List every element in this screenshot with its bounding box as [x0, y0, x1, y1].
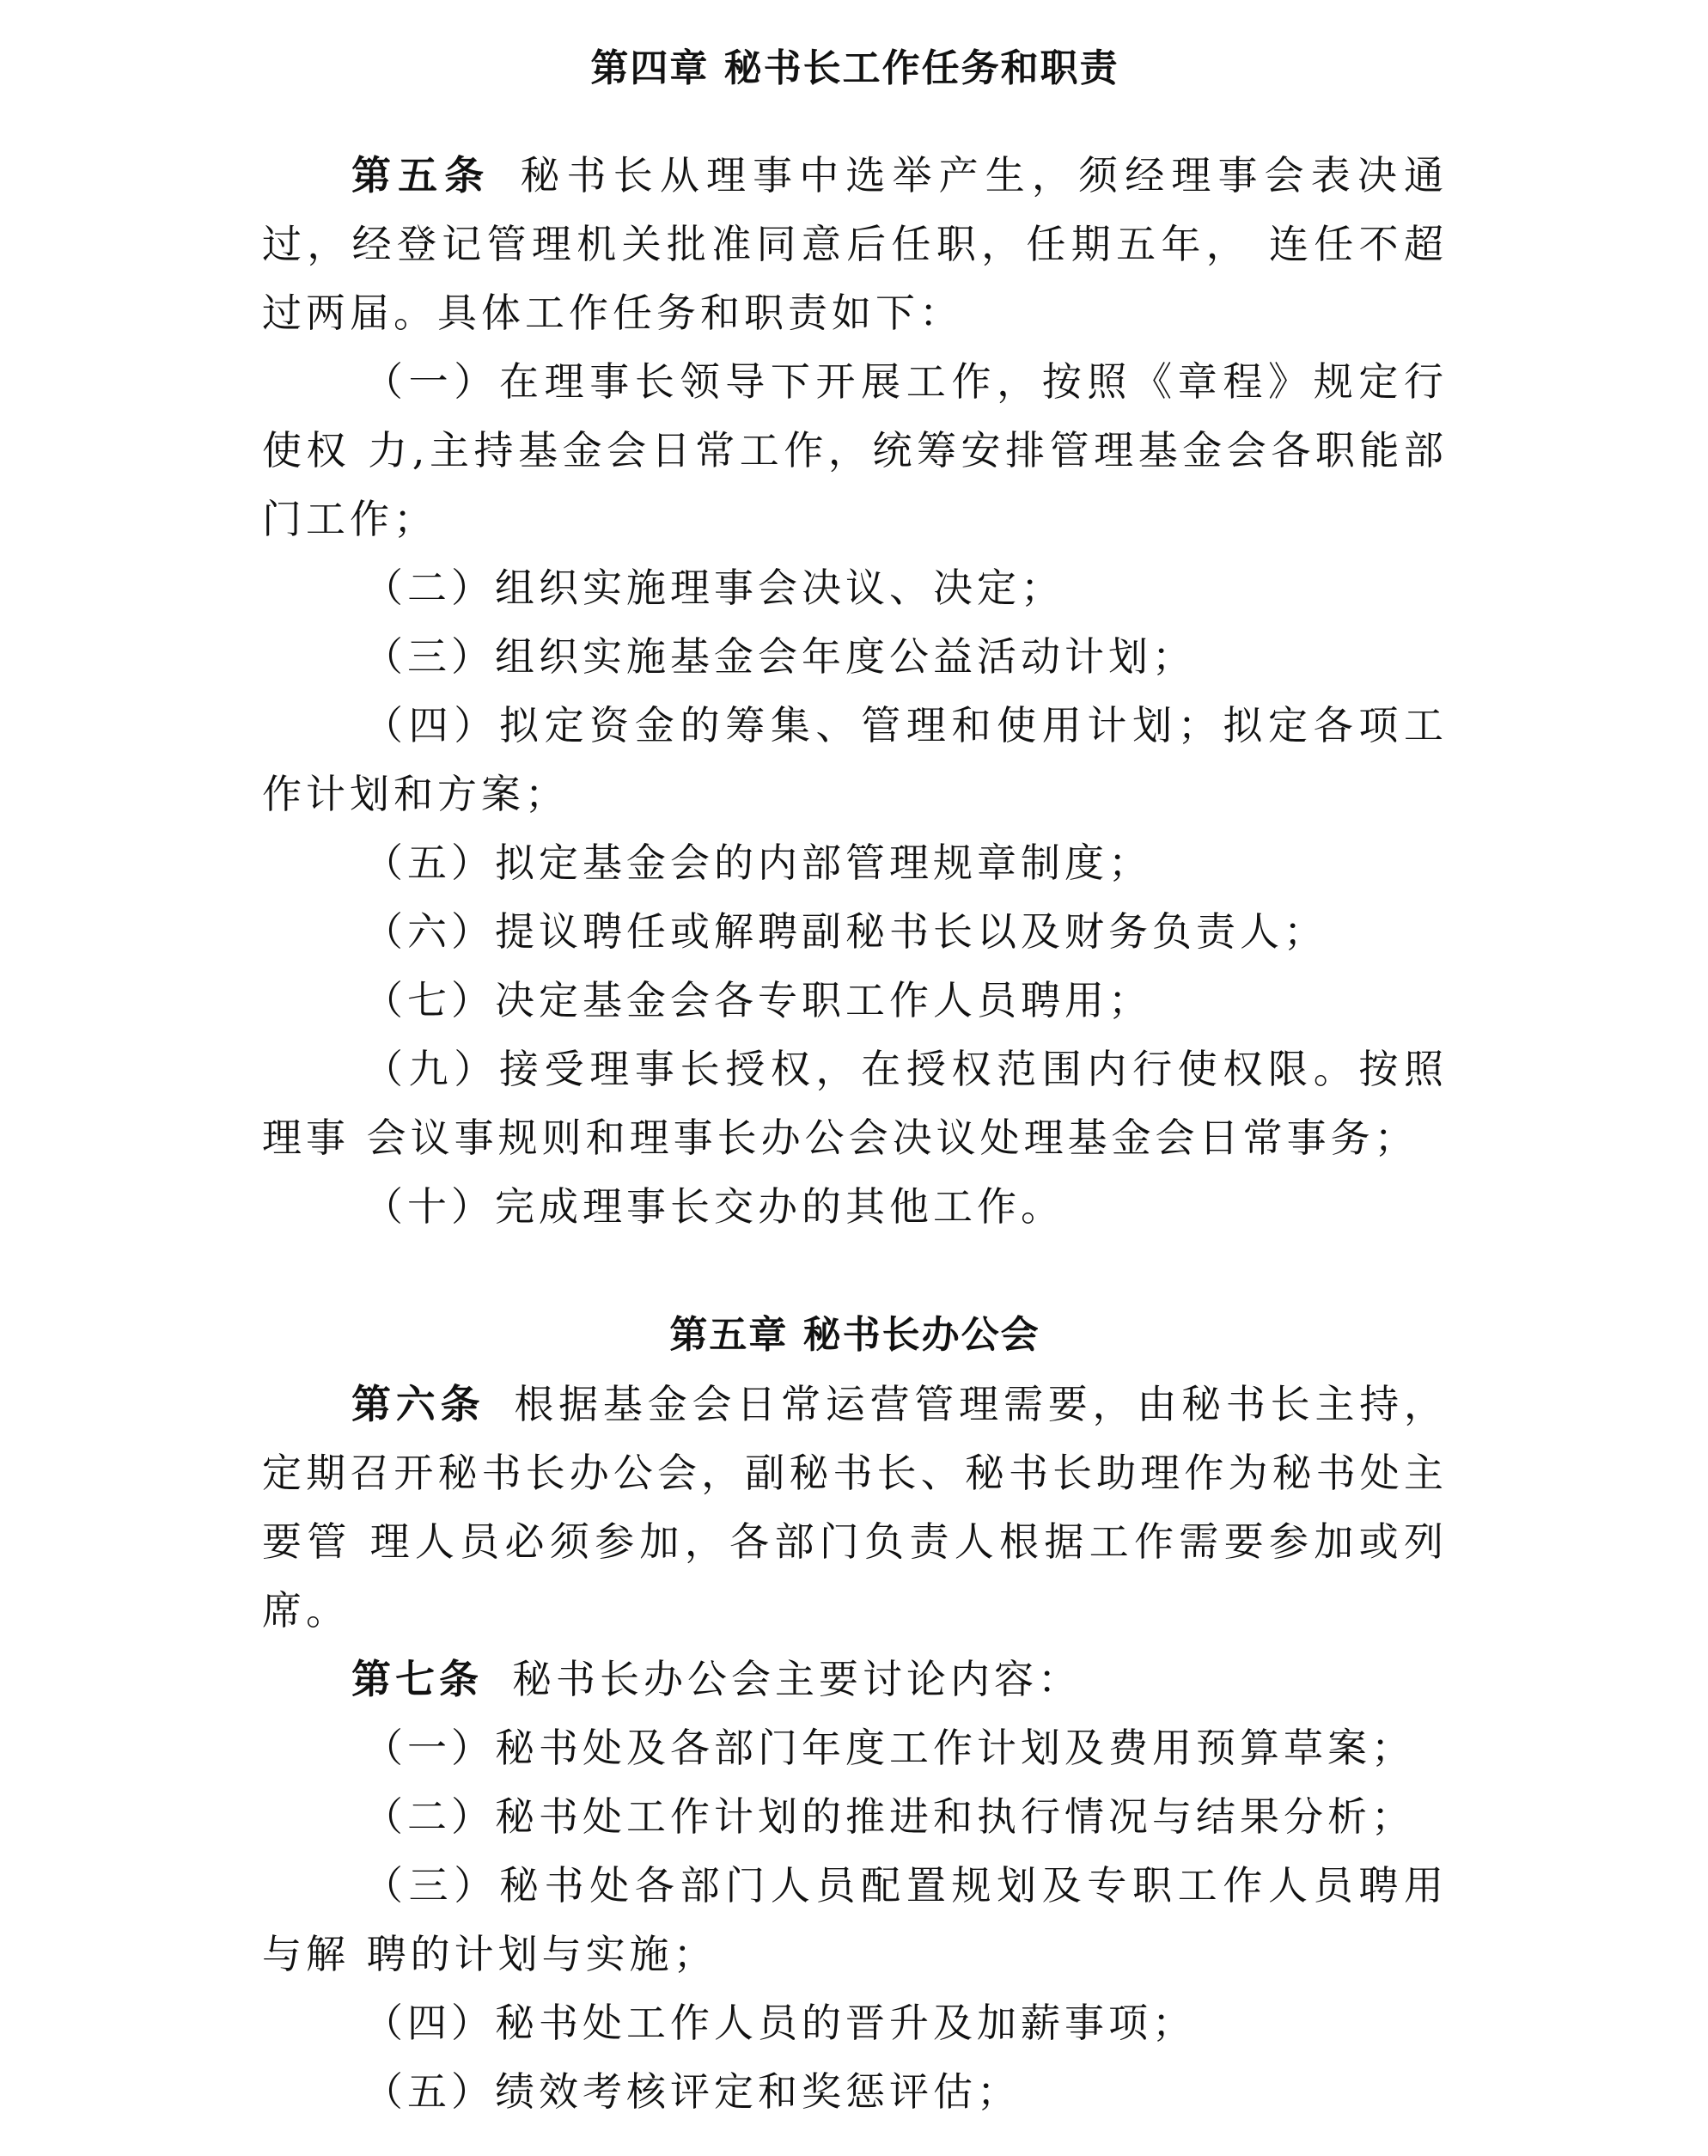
ch5-item-2: （二）秘书处工作计划的推进和执行情况与结果分析； — [363, 1793, 1415, 1840]
article-7 — [262, 1645, 1448, 1713]
ch5-item-4: （四）秘书处工作人员的晋升及加薪事项； — [363, 2000, 1196, 2046]
article-5-number: 第五条 — [351, 152, 491, 198]
ch4-item-7: （七）决定基金会各专职工作人员聘用； — [363, 977, 1152, 1023]
article-7-number: 第七条 — [351, 1656, 483, 1702]
article-6-text: 根据基金会日常运营管理需要，由秘书长主持，定期召开秘书长办公会，副秘书长、秘书长助理作为秘书处主要管 理人员必须参加，各部门负责人根据工作需要参加或列席。 — [262, 1381, 1449, 1634]
article-6 — [262, 1370, 1448, 1645]
ch4-item-6: （六）提议聘任或解聘副秘书长以及财务负责人； — [363, 908, 1327, 955]
ch4-item-3: （三）组织实施基金会年度公益活动计划； — [363, 633, 1196, 680]
chapter-4-title: 第四章 秘书长工作任务和职责 — [590, 46, 1119, 90]
chapter-5-title: 第五章 秘书长办公会 — [669, 1313, 1040, 1357]
ch4-item-2: （二）组织实施理事会决议、决定； — [363, 565, 1064, 611]
ch5-item-3: （三）秘书处各部门人员配置规划及专职工作人员聘用与解 聘的计划与实施； — [262, 1862, 1448, 1977]
document-page — [262, 34, 1448, 2126]
article-6-number: 第六条 — [351, 1381, 485, 1427]
article-5 — [262, 141, 1448, 347]
ch4-item-10: （十）完成理事长交办的其他工作。 — [363, 1183, 1064, 1230]
ch5-item-5: （五）绩效考核评定和奖惩评估； — [363, 2068, 1021, 2115]
ch4-item-4: （四）拟定资金的筹集、管理和使用计划；拟定各项工作计划和方案； — [262, 702, 1448, 817]
article-7-text: 秘书长办公会主要讨论内容： — [512, 1656, 1082, 1702]
ch4-item-9: （九）接受理事长授权，在授权范围内行使权限。按照理事 会议事规则和理事长办公会决议处理基金会日常事务； — [262, 1046, 1448, 1161]
ch5-item-1: （一）秘书处及各部门年度工作计划及费用预算草案； — [363, 1725, 1415, 1771]
article-5-text: 秘书长从理事中选举产生，须经理事会表决通过，经登记管理机关批准同意后任职，任期五年， 连任不超过两届。具体工作任务和职责如下： — [262, 152, 1449, 336]
ch4-item-1: （一）在理事长领导下开展工作，按照《章程》规定行使权 力,主持基金会日常工作，统筹安排管理基金会各职能部门工作； — [262, 358, 1448, 542]
ch4-item-5: （五）拟定基金会的内部管理规章制度； — [363, 840, 1152, 886]
